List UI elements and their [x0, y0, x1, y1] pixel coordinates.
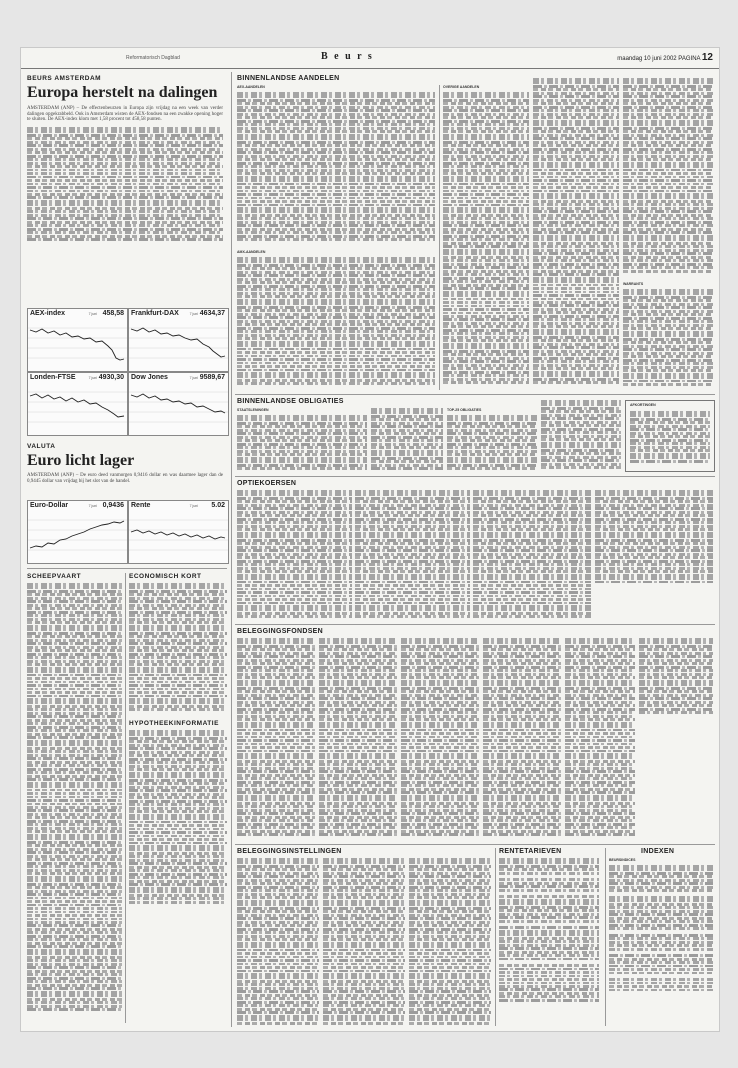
instellingen-col-2	[323, 858, 405, 1026]
subsection-beursindices: BEURSINDICES	[609, 858, 636, 862]
section-binnenlandse-aandelen: BINNENLANDSE AANDELEN	[237, 75, 340, 82]
subsection-warrants: WARRANTS	[623, 282, 644, 286]
headline-euro: Euro licht lager	[27, 452, 135, 469]
chart-londen-ftse: Londen-FTSE 7 juni 4930,30	[27, 372, 128, 436]
subsection-overige-aandelen: OVERIGE AANDELEN	[443, 85, 480, 89]
dow-line	[129, 384, 228, 428]
chart-rente: Rente 7 juni 5.02	[128, 500, 229, 564]
chart-frankfurt-dax: Frankfurt-DAX 7 juni 4634,37	[128, 308, 229, 372]
ftse-line	[28, 384, 127, 428]
aex-line	[28, 320, 127, 364]
rubric-economisch-kort: ECONOMISCH KORT	[129, 573, 202, 580]
rubric-valuta: VALUTA	[27, 443, 56, 450]
subsection-aex-aandelen: AEX-AANDELEN	[237, 85, 265, 89]
dax-line	[129, 320, 228, 364]
masthead-publisher: Reformatorisch Dagblad	[126, 55, 180, 61]
section-optiekoersen: OPTIEKOERSEN	[237, 480, 297, 487]
masthead	[21, 48, 719, 69]
rubric-scheepvaart: SCHEEPVAART	[27, 573, 82, 580]
fondsen-col-6	[639, 638, 713, 718]
amx-aandelen-table	[237, 257, 435, 389]
section-rentetarieven: RENTETARIEVEN	[499, 848, 562, 855]
overige-aandelen-table-3	[623, 78, 713, 278]
optiekoersen-col-3	[473, 490, 591, 620]
masthead-date: maandag 10 juni 2002 PAGINA 12	[617, 52, 713, 63]
instellingen-col-3	[409, 858, 491, 1026]
scheepvaart-text	[27, 583, 122, 1023]
rubric-hypotheekinformatie: HYPOTHEEKINFORMATIE	[129, 720, 219, 727]
staatsleningen-table-2	[371, 408, 443, 473]
fondsen-col-5	[565, 638, 635, 838]
optiekoersen-col-1	[237, 490, 352, 620]
aex-aandelen-table	[237, 92, 435, 244]
warrants-table	[623, 289, 713, 389]
afkortingen-box	[625, 400, 715, 472]
fondsen-col-2	[319, 638, 397, 838]
rubric-beurs-amsterdam: BEURS AMSTERDAM	[27, 75, 102, 82]
hypotheek-table	[129, 730, 227, 910]
optiekoersen-col-4	[595, 490, 713, 620]
indexen-table	[609, 865, 713, 1025]
economisch-kort-text	[129, 583, 227, 713]
masthead-section-title: B e u r s	[321, 51, 374, 62]
section-beleggingsfondsen: BELEGGINGSFONDSEN	[237, 628, 323, 635]
section-beleggingsinstellingen: BELEGGINGSINSTELLINGEN	[237, 848, 342, 855]
subsection-staatsleningen: STAATSLENINGEN	[237, 408, 269, 412]
chart-aex-index: AEX-index 7 juni 458,58	[27, 308, 128, 372]
newspaper-page	[20, 47, 720, 1032]
optiekoersen-col-2	[355, 490, 470, 620]
rentetarieven-table	[499, 858, 599, 1026]
section-indexen: INDEXEN	[641, 848, 675, 855]
obligaties-table-3	[541, 400, 621, 473]
staatsleningen-table	[237, 415, 367, 473]
overige-aandelen-table-2	[533, 78, 619, 390]
top25-table	[447, 415, 537, 473]
fondsen-col-1	[237, 638, 315, 838]
overige-aandelen-table-1	[443, 92, 529, 390]
rente-line	[129, 512, 228, 556]
euro-dollar-line	[28, 512, 127, 556]
article-body-2: AMSTERDAM (ANP) – De euro deed vanmorgen 0,9416 dollar en was daarmee lager dan de 0,9445 dollar van vrijdag bij het slot van de handel.	[27, 473, 223, 484]
subsection-amx-aandelen: AMX-AANDELEN	[237, 250, 266, 254]
headline-europa: Europa herstelt na dalingen	[27, 84, 218, 101]
page-number: 12	[701, 52, 713, 63]
subsection-top25: TOP-25 OBLIGATIES	[447, 408, 482, 412]
chart-dow-jones: Dow Jones 7 juni 9589,67	[128, 372, 229, 436]
chart-euro-dollar: Euro-Dollar 7 juni 0,9436	[27, 500, 128, 564]
fondsen-col-3	[401, 638, 479, 838]
instellingen-col-1	[237, 858, 319, 1026]
article-body-1: AMSTERDAM (ANP) – De effectenbeurzen in Europa zijn vrijdag na een week van verder dalingen opgekrabbeld. Ook in Amsterdam wisten de AEX-fondsen na een zwakke opening hoger te sluiten. De AEX-index klom met 1,58 procent tot 458,58 punten.	[27, 106, 223, 316]
fondsen-col-4	[483, 638, 561, 838]
afkortingen-title: AFKORTINGEN	[630, 403, 656, 407]
section-binnenlandse-obligaties: BINNENLANDSE OBLIGATIES	[237, 398, 344, 405]
